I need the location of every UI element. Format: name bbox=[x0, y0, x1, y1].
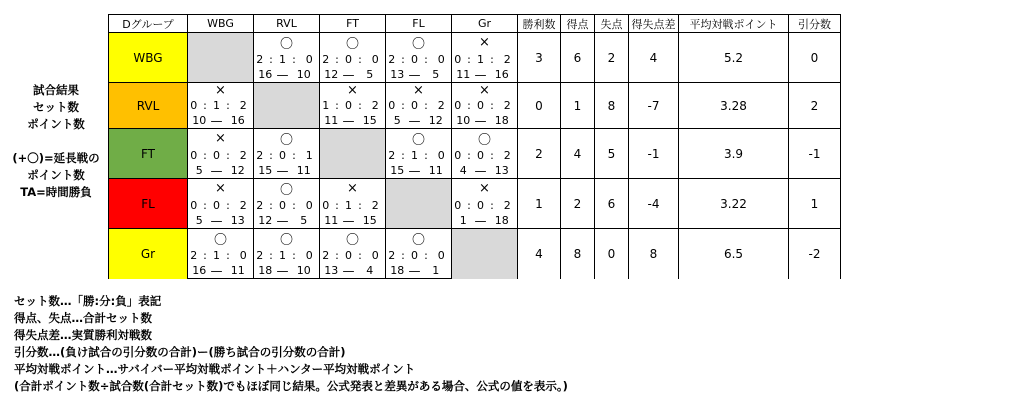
match-result-mark: 〇 bbox=[320, 33, 386, 53]
match-point-score: — bbox=[276, 67, 289, 82]
stat-cell: 5 bbox=[595, 129, 629, 179]
match-set-score: 1 bbox=[213, 99, 220, 112]
match-result-mark: 〇 bbox=[386, 129, 452, 149]
match-set-score: 0 bbox=[279, 199, 286, 212]
stat-cell: 0 bbox=[789, 33, 841, 83]
match-set-score: 2 bbox=[254, 248, 266, 263]
self-match-cell bbox=[254, 83, 320, 129]
match-set-score: 0 bbox=[300, 198, 320, 213]
stat-cell: 2 bbox=[561, 179, 595, 229]
match-set-score: : bbox=[424, 249, 428, 262]
match-set-score: 1 bbox=[411, 149, 418, 162]
stat-cell: -1 bbox=[629, 129, 679, 179]
match-set-score: : bbox=[292, 149, 296, 162]
match-set-score: 1 bbox=[279, 53, 286, 66]
self-match-cell bbox=[320, 129, 386, 179]
match-point-score: 15 bbox=[355, 113, 386, 129]
match-result-mark: 〇 bbox=[320, 229, 386, 249]
match-set-score: : bbox=[358, 53, 362, 66]
match-set-score: : bbox=[292, 199, 296, 212]
match-set-score: 2 bbox=[234, 148, 254, 163]
match-point-score: 13 bbox=[320, 263, 343, 279]
stat-cell: 8 bbox=[561, 229, 595, 279]
match-set-score: : bbox=[490, 53, 494, 66]
stat-header: 平均対戦ポイント bbox=[679, 15, 789, 33]
match-set-score: 0 bbox=[366, 248, 386, 263]
match-set-score: 0 bbox=[432, 52, 452, 67]
match-set-score: 1 bbox=[477, 53, 484, 66]
match-point-score: 11 bbox=[320, 213, 343, 229]
match-point-score: — bbox=[210, 213, 223, 228]
match-set-score: : bbox=[401, 99, 405, 112]
stat-header: 失点 bbox=[595, 15, 629, 33]
stat-cell: -4 bbox=[629, 179, 679, 229]
match-result-mark: × bbox=[452, 83, 518, 99]
stat-cell: 6 bbox=[595, 179, 629, 229]
legend bbox=[6, 82, 106, 201]
match-set-score: : bbox=[203, 249, 207, 262]
team-row bbox=[109, 33, 841, 53]
match-point-score: 11 bbox=[223, 263, 254, 279]
stat-cell: 2 bbox=[789, 83, 841, 129]
stat-cell: 5.2 bbox=[679, 33, 789, 83]
match-point-score: 13 bbox=[386, 67, 409, 83]
match-point-score: 16 bbox=[188, 263, 211, 279]
results-table bbox=[108, 14, 841, 279]
match-set-score: 1 bbox=[279, 249, 286, 262]
match-point-score: — bbox=[276, 263, 289, 278]
stat-cell: 4 bbox=[561, 129, 595, 179]
stat-cell: 2 bbox=[518, 129, 561, 179]
team-row bbox=[109, 129, 841, 149]
match-result-mark: × bbox=[452, 33, 518, 53]
team-name-cell: Gr bbox=[109, 229, 188, 279]
note-line: セット数…「勝:分:負」表記 bbox=[14, 294, 162, 308]
self-match-cell bbox=[188, 33, 254, 83]
match-set-score: : bbox=[226, 199, 230, 212]
match-set-score: 0 bbox=[234, 248, 254, 263]
match-set-score: 0 bbox=[477, 99, 484, 112]
match-result-mark: 〇 bbox=[452, 129, 518, 149]
match-point-score: — bbox=[276, 163, 289, 178]
match-set-score: : bbox=[358, 249, 362, 262]
match-set-score: : bbox=[490, 199, 494, 212]
match-point-score: — bbox=[342, 213, 355, 228]
stat-cell: 8 bbox=[629, 229, 679, 279]
stat-cell: 3.28 bbox=[679, 83, 789, 129]
stat-header: 得失点差 bbox=[629, 15, 679, 33]
match-point-score: 5 bbox=[421, 67, 452, 83]
match-set-score: : bbox=[203, 99, 207, 112]
match-set-score: 0 bbox=[411, 249, 418, 262]
match-set-score: : bbox=[401, 149, 405, 162]
match-point-score: — bbox=[408, 163, 421, 178]
match-point-score: 18 bbox=[487, 113, 518, 129]
team-name-cell: FL bbox=[109, 179, 188, 229]
match-set-score: 2 bbox=[498, 98, 518, 113]
match-point-score: 5 bbox=[289, 213, 320, 229]
team-name-cell: RVL bbox=[109, 83, 188, 129]
match-point-score: 13 bbox=[223, 213, 254, 229]
stat-header: 勝利数 bbox=[518, 15, 561, 33]
match-point-score: — bbox=[342, 263, 355, 278]
match-set-score: 0 bbox=[452, 98, 464, 113]
match-result-mark: 〇 bbox=[254, 129, 320, 149]
match-set-score: : bbox=[424, 53, 428, 66]
match-set-score: 1 bbox=[345, 199, 352, 212]
note-line: 得失点差…実質勝利対戦数 bbox=[14, 328, 152, 342]
group-header: Dグループ bbox=[109, 15, 188, 33]
stat-cell: 6.5 bbox=[679, 229, 789, 279]
team-name-cell: FT bbox=[109, 129, 188, 179]
match-set-score: 0 bbox=[345, 249, 352, 262]
match-result-mark: 〇 bbox=[386, 33, 452, 53]
match-set-score: 0 bbox=[432, 148, 452, 163]
match-set-score: 0 bbox=[452, 198, 464, 213]
match-set-score: : bbox=[401, 53, 405, 66]
match-set-score: 2 bbox=[188, 248, 200, 263]
match-point-score: 11 bbox=[289, 163, 320, 179]
match-point-score: 5 bbox=[188, 213, 211, 229]
legend-line: ポイント数 bbox=[27, 168, 85, 182]
match-set-score: 0 bbox=[432, 248, 452, 263]
match-set-score: : bbox=[424, 149, 428, 162]
match-point-score: — bbox=[408, 67, 421, 82]
stat-cell: 1 bbox=[561, 83, 595, 129]
match-set-score: 2 bbox=[254, 148, 266, 163]
match-point-score: 18 bbox=[487, 213, 518, 229]
legend-line: セット数 bbox=[33, 100, 79, 114]
match-point-score: 18 bbox=[254, 263, 277, 279]
match-point-score: 10 bbox=[452, 113, 475, 129]
match-set-score: 0 bbox=[452, 52, 464, 67]
match-set-score: 0 bbox=[213, 199, 220, 212]
team-row bbox=[109, 83, 841, 99]
match-point-score: — bbox=[210, 113, 223, 128]
match-point-score: — bbox=[210, 263, 223, 278]
stat-header: 引分数 bbox=[789, 15, 841, 33]
match-point-score: 13 bbox=[487, 163, 518, 179]
match-set-score: 0 bbox=[386, 98, 398, 113]
match-set-score: : bbox=[203, 199, 207, 212]
match-point-score: — bbox=[408, 113, 421, 128]
match-result-mark: 〇 bbox=[188, 229, 254, 249]
match-set-score: 2 bbox=[498, 198, 518, 213]
match-set-score: : bbox=[292, 53, 296, 66]
legend-line bbox=[6, 133, 106, 150]
match-set-score: 0 bbox=[188, 198, 200, 213]
match-point-score: 16 bbox=[254, 67, 277, 83]
match-set-score: : bbox=[226, 149, 230, 162]
match-point-score: — bbox=[342, 67, 355, 82]
match-set-score: 2 bbox=[320, 52, 332, 67]
opponent-header: Gr bbox=[452, 15, 518, 33]
match-set-score: 2 bbox=[254, 52, 266, 67]
match-set-score: 0 bbox=[188, 98, 200, 113]
match-point-score: — bbox=[474, 213, 487, 228]
match-result-mark: 〇 bbox=[386, 229, 452, 249]
match-set-score: : bbox=[335, 99, 339, 112]
match-point-score: 15 bbox=[386, 163, 409, 179]
match-set-score: 2 bbox=[234, 98, 254, 113]
match-set-score: 0 bbox=[477, 199, 484, 212]
stat-cell: -2 bbox=[789, 229, 841, 279]
opponent-header: FL bbox=[386, 15, 452, 33]
stat-cell: 1 bbox=[789, 179, 841, 229]
opponent-header: WBG bbox=[188, 15, 254, 33]
match-set-score: : bbox=[401, 249, 405, 262]
match-point-score: 11 bbox=[421, 163, 452, 179]
match-result-mark: × bbox=[188, 129, 254, 149]
match-set-score: : bbox=[335, 199, 339, 212]
match-set-score: : bbox=[226, 99, 230, 112]
match-set-score: 0 bbox=[366, 52, 386, 67]
match-set-score: 0 bbox=[300, 248, 320, 263]
match-result-mark: × bbox=[320, 83, 386, 99]
self-match-cell bbox=[386, 179, 452, 229]
match-point-score: 5 bbox=[386, 113, 409, 129]
legend-line: 試合結果 bbox=[33, 83, 79, 97]
match-point-score: 5 bbox=[355, 67, 386, 83]
match-set-score: : bbox=[269, 199, 273, 212]
match-set-score: 0 bbox=[345, 53, 352, 66]
stat-cell: 6 bbox=[561, 33, 595, 83]
match-set-score: : bbox=[358, 99, 362, 112]
match-set-score: 0 bbox=[411, 53, 418, 66]
match-set-score: 2 bbox=[386, 248, 398, 263]
match-set-score: 0 bbox=[213, 149, 220, 162]
match-point-score: — bbox=[474, 67, 487, 82]
stat-cell: 2 bbox=[595, 33, 629, 83]
match-point-score: 10 bbox=[289, 263, 320, 279]
match-set-score: : bbox=[358, 199, 362, 212]
match-point-score: 11 bbox=[452, 67, 475, 83]
note-line: (合計ポイント数÷試合数(合計セット数)でもほぼ同じ結果。公式発表と差異がある場合、公式の値を表示。) bbox=[14, 379, 568, 393]
match-point-score: 1 bbox=[452, 213, 475, 229]
self-match-cell bbox=[452, 229, 518, 279]
stat-header: 得点 bbox=[561, 15, 595, 33]
match-set-score: 2 bbox=[366, 98, 386, 113]
match-set-score: : bbox=[467, 149, 471, 162]
notes bbox=[14, 293, 568, 395]
match-result-mark: × bbox=[188, 83, 254, 99]
match-set-score: : bbox=[490, 99, 494, 112]
stat-cell: 0 bbox=[595, 229, 629, 279]
note-line: 得点、失点…合計セット数 bbox=[14, 311, 152, 325]
match-point-score: 5 bbox=[188, 163, 211, 179]
opponent-header: FT bbox=[320, 15, 386, 33]
match-set-score: : bbox=[467, 99, 471, 112]
match-result-mark: × bbox=[320, 179, 386, 199]
match-point-score: 12 bbox=[254, 213, 277, 229]
results-table-container bbox=[108, 14, 841, 279]
match-set-score: 1 bbox=[300, 148, 320, 163]
match-result-mark: 〇 bbox=[254, 179, 320, 199]
match-result-mark: × bbox=[188, 179, 254, 199]
match-point-score: 12 bbox=[223, 163, 254, 179]
stat-cell: 4 bbox=[629, 33, 679, 83]
stat-cell: 3 bbox=[518, 33, 561, 83]
match-point-score: 18 bbox=[386, 263, 409, 279]
match-result-mark: 〇 bbox=[254, 229, 320, 249]
match-set-score: 0 bbox=[279, 149, 286, 162]
match-point-score: 16 bbox=[223, 113, 254, 129]
match-point-score: — bbox=[474, 163, 487, 178]
legend-line: (+〇)=延長戦の bbox=[12, 151, 100, 165]
match-point-score: 15 bbox=[355, 213, 386, 229]
stat-cell: -7 bbox=[629, 83, 679, 129]
match-point-score: — bbox=[342, 113, 355, 128]
match-set-score: 0 bbox=[188, 148, 200, 163]
match-point-score: — bbox=[474, 113, 487, 128]
match-set-score: 2 bbox=[234, 198, 254, 213]
stat-cell: 4 bbox=[518, 229, 561, 279]
match-set-score: 2 bbox=[498, 148, 518, 163]
match-point-score: 12 bbox=[421, 113, 452, 129]
match-point-score: 4 bbox=[355, 263, 386, 279]
stat-cell: 3.22 bbox=[679, 179, 789, 229]
match-set-score: 0 bbox=[452, 148, 464, 163]
match-set-score: 2 bbox=[366, 198, 386, 213]
match-point-score: 4 bbox=[452, 163, 475, 179]
stat-cell: 8 bbox=[595, 83, 629, 129]
team-name-cell: WBG bbox=[109, 33, 188, 83]
stat-cell: 0 bbox=[518, 83, 561, 129]
match-result-mark: × bbox=[386, 83, 452, 99]
match-set-score: 2 bbox=[386, 52, 398, 67]
match-point-score: 10 bbox=[289, 67, 320, 83]
match-set-score: : bbox=[424, 99, 428, 112]
match-set-score: : bbox=[203, 149, 207, 162]
match-set-score: 0 bbox=[300, 52, 320, 67]
match-set-score: 0 bbox=[320, 198, 332, 213]
match-set-score: 2 bbox=[498, 52, 518, 67]
legend-line: ポイント数 bbox=[27, 117, 85, 131]
match-set-score: : bbox=[269, 149, 273, 162]
match-set-score: 0 bbox=[411, 99, 418, 112]
match-set-score: 1 bbox=[213, 249, 220, 262]
match-set-score: 0 bbox=[345, 99, 352, 112]
note-line: 引分数…(負け試合の引分数の合計)ー(勝ち試合の引分数の合計) bbox=[14, 345, 346, 359]
match-point-score: 1 bbox=[421, 263, 452, 279]
match-set-score: 2 bbox=[254, 198, 266, 213]
match-set-score: : bbox=[269, 249, 273, 262]
match-point-score: — bbox=[210, 163, 223, 178]
stat-cell: 3.9 bbox=[679, 129, 789, 179]
note-line: 平均対戦ポイント…サバイバー平均対戦ポイント＋ハンター平均対戦ポイント bbox=[14, 362, 416, 376]
match-set-score: 2 bbox=[320, 248, 332, 263]
team-row bbox=[109, 229, 841, 249]
match-set-score: : bbox=[490, 149, 494, 162]
match-point-score: 15 bbox=[254, 163, 277, 179]
match-point-score: 10 bbox=[188, 113, 211, 129]
match-point-score: — bbox=[276, 213, 289, 228]
match-set-score: 2 bbox=[386, 148, 398, 163]
match-point-score: 12 bbox=[320, 67, 343, 83]
opponent-header: RVL bbox=[254, 15, 320, 33]
match-point-score: 16 bbox=[487, 67, 518, 83]
stat-cell: 1 bbox=[518, 179, 561, 229]
match-set-score: 1 bbox=[320, 98, 332, 113]
match-set-score: 0 bbox=[477, 149, 484, 162]
match-set-score: : bbox=[335, 249, 339, 262]
match-point-score: — bbox=[408, 263, 421, 278]
team-row bbox=[109, 179, 841, 199]
match-set-score: : bbox=[269, 53, 273, 66]
match-set-score: : bbox=[467, 53, 471, 66]
match-set-score: : bbox=[292, 249, 296, 262]
match-result-mark: × bbox=[452, 179, 518, 199]
match-set-score: : bbox=[335, 53, 339, 66]
header-row bbox=[109, 15, 841, 33]
match-result-mark: 〇 bbox=[254, 33, 320, 53]
match-set-score: : bbox=[467, 199, 471, 212]
legend-line: TA=時間勝負 bbox=[20, 185, 92, 199]
match-set-score: : bbox=[226, 249, 230, 262]
stat-cell: -1 bbox=[789, 129, 841, 179]
match-point-score: 11 bbox=[320, 113, 343, 129]
match-set-score: 2 bbox=[432, 98, 452, 113]
